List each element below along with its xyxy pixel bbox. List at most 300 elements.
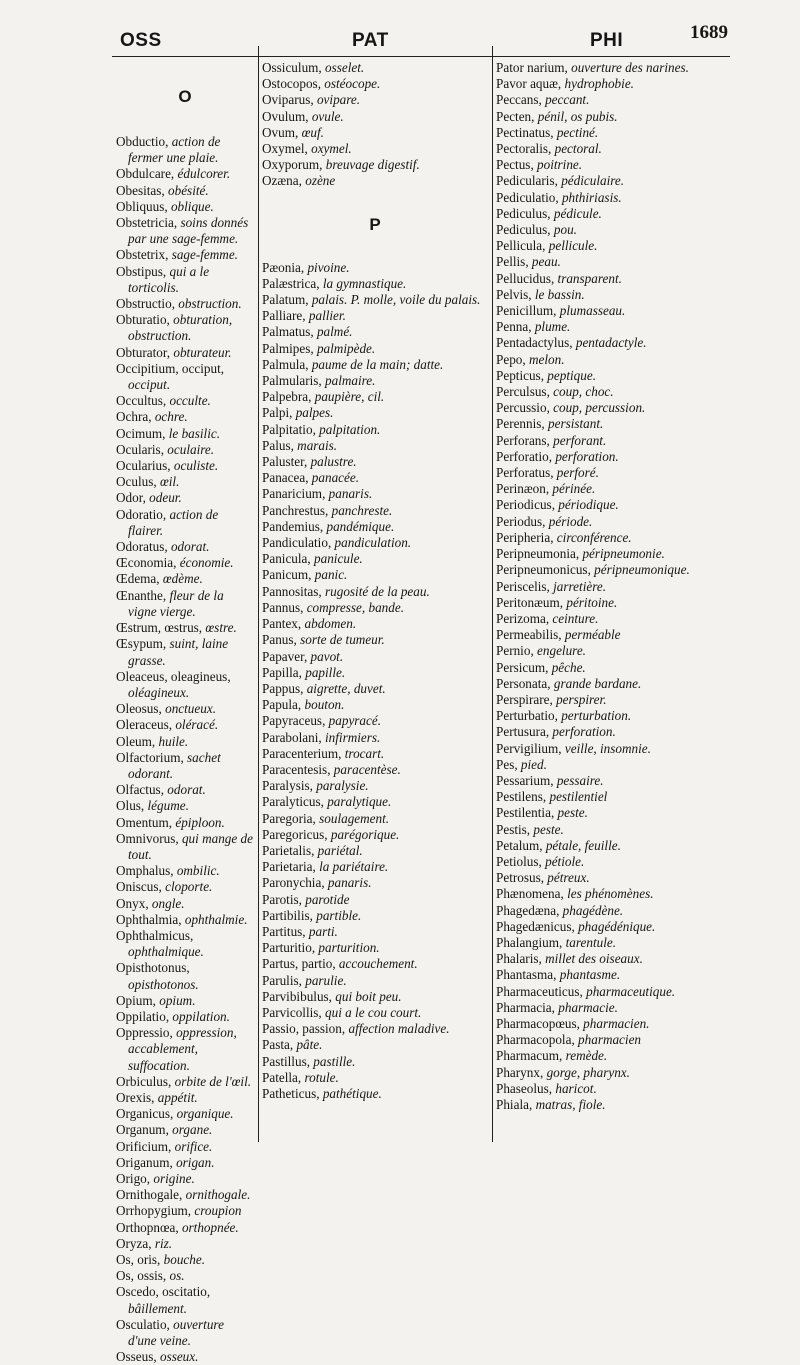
dictionary-entry: Perspirare, perspirer. [496, 691, 607, 707]
entry-headword: Pepo [496, 351, 523, 367]
entry-translation: économie. [179, 555, 234, 571]
dictionary-entry: Pernio, engelure. [496, 643, 586, 659]
dictionary-entry: Pectinatus, pectiné. [496, 124, 599, 140]
dictionary-entry: Ovum, œuf. [262, 124, 324, 140]
entry-headword: Pervigilium [496, 740, 559, 756]
dictionary-entry: Paregoricus, parégorique. [262, 826, 400, 842]
entry-headword: Parulis [262, 972, 299, 988]
entry-translation: oléracé. [175, 717, 219, 733]
dictionary-entry: Ocularius, oculiste. [116, 458, 219, 474]
entry-translation: parturition. [318, 940, 380, 956]
dictionary-entry: Olfactorium, sachet odorant. [116, 749, 221, 781]
entry-translation: odorat. [170, 539, 210, 555]
dictionary-entry: Paralyticus, paralytique. [262, 794, 392, 810]
entry-headword: Ovum [262, 124, 295, 140]
entry-translation: qui a le torticolis. [128, 263, 210, 295]
dictionary-entry: Onyx, ongle. [116, 895, 185, 911]
entry-headword: Pharmacopola [496, 1032, 572, 1048]
dictionary-entry: Ophthalmicus, ophthalmique. [116, 927, 204, 960]
entry-headword: Pasta [262, 1037, 290, 1053]
entry-headword: Oleum [116, 733, 152, 749]
entry-headword: Pedicularis [496, 173, 555, 189]
dictionary-entry: Orbiculus, orbite de l'œil. [116, 1073, 252, 1089]
entry-translation: ombilic. [176, 863, 220, 879]
entry-translation: papyracé. [328, 713, 382, 729]
dictionary-entry: Parvibibulus, qui boit peu. [262, 988, 402, 1004]
dictionary-entry: Pellis, peau. [496, 254, 561, 270]
entry-translation: pêche. [551, 659, 586, 675]
dictionary-entry: Pectoralis, pectoral. [496, 141, 602, 157]
entry-headword: Os, ossis [116, 1268, 163, 1284]
entry-headword: Paronychia [262, 875, 322, 891]
dictionary-entry: Perizoma, ceinture. [496, 610, 599, 626]
entry-translation: obturateur. [173, 344, 232, 360]
entry-headword: Palpitatio [262, 421, 313, 437]
dictionary-entry: Palæstrica, la gymnastique. [262, 275, 407, 291]
entry-headword: Occultus [116, 393, 163, 409]
entry-translation: infirmiers. [325, 729, 381, 745]
entry-headword: Pæonia [262, 259, 301, 275]
entry-headword: Palmipes [262, 340, 311, 356]
entry-translation: le basilic. [168, 425, 221, 441]
entry-headword: Paralyticus [262, 794, 321, 810]
entry-translation: abdomen. [304, 616, 357, 632]
dictionary-entry: Panchrestus, panchreste. [262, 502, 393, 518]
entry-headword: Oleosus [116, 701, 159, 717]
entry-headword: Pannositas [262, 583, 319, 599]
dictionary-entry: Orexis, appétit. [116, 1089, 198, 1105]
entry-headword: Pharmacopœus [496, 1015, 577, 1031]
entry-translation: croupion [194, 1203, 242, 1219]
entry-headword: Ornithogale [116, 1187, 179, 1203]
dictionary-entry: Panicula, panicule. [262, 551, 363, 567]
dictionary-entry: Partitus, parti. [262, 923, 338, 939]
entry-headword: Odoratus [116, 539, 165, 555]
entry-translation: peccant. [545, 92, 590, 108]
dictionary-entry: Pertusura, perforation. [496, 724, 616, 740]
entry-headword: Parotis [262, 891, 299, 907]
dictionary-entry: Œsypum, suint, laine grasse. [116, 636, 229, 668]
entry-translation: pétale, feuille. [545, 837, 621, 853]
dictionary-entry: Palmipes, palmipède. [262, 340, 376, 356]
entry-headword: Parietaria [262, 859, 313, 875]
entry-translation: trocart. [344, 745, 385, 761]
entry-translation: parulie. [305, 972, 347, 988]
entry-headword: Pharmacia [496, 999, 552, 1015]
entry-headword: Persicum [496, 659, 546, 675]
entry-headword: Oscedo, oscitatio [116, 1284, 207, 1300]
entry-headword: Pappus [262, 680, 301, 696]
dictionary-entry: Pæonia, pivoine. [262, 259, 350, 275]
dictionary-entry: Palpi, palpes. [262, 405, 334, 421]
entry-translation: matras, fiole. [535, 1097, 606, 1112]
dictionary-entry: Pharmacia, pharmacie. [496, 999, 618, 1015]
entry-translation: pâte. [296, 1037, 323, 1053]
entry-translation: palustre. [310, 454, 357, 470]
entry-headword: Oviparus [262, 92, 311, 108]
entry-headword: Perennis [496, 416, 542, 432]
entry-translation: périnée. [552, 481, 596, 497]
entry-headword: Pernio [496, 643, 531, 659]
entry-headword: Odor [116, 490, 143, 506]
entry-translation: cloporte. [165, 879, 213, 895]
entry-headword: Panicum [262, 567, 309, 583]
dictionary-entry: Pannus, compresse, bande. [262, 599, 404, 615]
entry-translation: panacée. [311, 470, 360, 486]
entry-headword: Œconomia [116, 555, 174, 571]
entry-headword: Œdema [116, 571, 157, 587]
entry-translation: péripneumonique. [594, 562, 690, 578]
entry-translation: bâillement. [128, 1300, 187, 1316]
entry-translation: coup, choc. [553, 384, 614, 400]
dictionary-entry: Obstructio, obstruction. [116, 296, 242, 312]
entry-headword: Paluster [262, 454, 304, 470]
entry-translation: pellicule. [548, 238, 598, 254]
entry-headword: Obductio [116, 134, 166, 149]
entry-headword: Peritonæum [496, 594, 560, 610]
dictionary-entry: Oleosus, onctueux. [116, 701, 216, 717]
column-1 [116, 60, 254, 1365]
dictionary-entry: Ovulum, ovule. [262, 108, 344, 124]
entry-headword: Oniscus [116, 879, 159, 895]
entry-translation: orbite de l'œil. [174, 1073, 252, 1089]
entry-translation: bouche. [163, 1252, 206, 1268]
dictionary-entry: Organum, organe. [116, 1122, 213, 1138]
entry-translation: peste. [557, 805, 588, 821]
entry-translation: action de flairer. [128, 506, 219, 538]
entry-headword: Palus [262, 437, 291, 453]
dictionary-entry: Œnanthe, fleur de la vigne vierge. [116, 587, 224, 619]
entry-headword: Pertusura [496, 724, 546, 740]
dictionary-entry: Oculus, œil. [116, 474, 180, 490]
entry-headword: Pharmacum [496, 1048, 559, 1064]
dictionary-entry: Ocularis, oculaire. [116, 441, 215, 457]
entry-translation: obturation, obstruction. [128, 312, 233, 344]
entry-translation: oppilation. [172, 1008, 230, 1024]
entry-headword: Oppressio [116, 1025, 170, 1041]
entry-translation: rugosité de la peau. [325, 583, 430, 599]
dictionary-entry: Olfactus, odorat. [116, 782, 206, 798]
entry-headword: Pator narium [496, 60, 565, 75]
entry-headword: Pantex [262, 616, 298, 632]
dictionary-entry: Oppilatio, oppilation. [116, 1008, 230, 1024]
entry-headword: Petalum [496, 837, 540, 853]
dictionary-entry: Paracenterium, trocart. [262, 745, 385, 761]
dictionary-entry: Os, oris, bouche. [116, 1252, 206, 1268]
entry-translation: parotide [305, 891, 350, 907]
entry-translation: qui boit peu. [335, 988, 402, 1004]
entry-headword: Palæstrica [262, 275, 317, 291]
entry-headword: Oryza [116, 1235, 149, 1251]
entry-headword: Papilla [262, 664, 299, 680]
entry-headword: Periodus [496, 513, 543, 529]
entry-headword: Panchrestus [262, 502, 325, 518]
entry-headword: Parabolani [262, 729, 319, 745]
entry-translation: phthiriasis. [561, 189, 622, 205]
entry-headword: Pectinatus [496, 124, 551, 140]
entry-headword: Papyraceus [262, 713, 323, 729]
entry-translation: accouchement. [338, 956, 418, 972]
dictionary-entry: Odoratio, action de flairer. [116, 506, 219, 538]
entry-headword: Partitus [262, 923, 303, 939]
entry-translation: hydrophobie. [564, 76, 634, 92]
dictionary-entry: Origo, origine. [116, 1171, 195, 1186]
entry-translation: œstre. [205, 620, 237, 636]
entry-translation: parti. [308, 923, 338, 939]
dictionary-entry: Oryza, riz. [116, 1235, 173, 1251]
entry-headword: Palatum [262, 292, 306, 308]
entry-headword: Orbiculus [116, 1073, 169, 1089]
entry-translation: paralytique. [327, 794, 392, 810]
entry-headword: Pediculus [496, 205, 548, 221]
dictionary-entry: Peripneumonicus, péripneumonique. [496, 562, 690, 578]
entry-headword: Perforatus [496, 465, 551, 481]
dictionary-entry: Pandemius, pandémique. [262, 518, 395, 534]
dictionary-entry: Personata, grande bardane. [496, 675, 642, 691]
dictionary-entry: Palpitatio, palpitation. [262, 421, 381, 437]
entry-headword: Panicula [262, 551, 308, 567]
entry-translation: soins donnés par une sage-femme. [128, 215, 249, 247]
entry-headword: Palpi [262, 405, 290, 421]
dictionary-entry: Partibilis, partible. [262, 907, 362, 923]
entry-translation: pied. [520, 756, 547, 772]
entry-translation: ceinture. [552, 610, 599, 626]
entry-translation: obésité. [168, 182, 209, 198]
entry-headword: Obstipus [116, 263, 163, 279]
entry-headword: Peripheria [496, 529, 551, 545]
entry-headword: Pectoralis [496, 141, 549, 157]
dictionary-entry: Pharmacopœus, pharmacien. [496, 1015, 650, 1031]
entry-translation: période. [548, 513, 593, 529]
entry-headword: Permeabilis [496, 627, 559, 643]
entry-translation: os. [169, 1268, 185, 1284]
dictionary-entry: Origanum, origan. [116, 1154, 215, 1170]
dictionary-entry: Obturatio, obturation, obstruction. [116, 312, 233, 344]
entry-translation: panchreste. [331, 502, 393, 518]
dictionary-entry: Pharmaceuticus, pharmaceutique. [496, 983, 676, 999]
entry-headword: Phiala [496, 1097, 529, 1112]
entry-translation: gorge, pharynx. [546, 1064, 630, 1080]
entry-translation: palais. P. molle, voile du palais. [311, 292, 481, 308]
dictionary-entry: Phantasma, phantasme. [496, 967, 621, 983]
dictionary-entry: Oxymel, oxymel. [262, 141, 352, 157]
entry-headword: Paregoria [262, 810, 313, 826]
entry-headword: Paralysis [262, 778, 310, 794]
dictionary-entry: Ocimum, le basilic. [116, 425, 221, 441]
entry-translation: osseux. [159, 1349, 199, 1365]
dictionary-entry: Papaver, pavot. [262, 648, 344, 664]
entry-translation: œil. [159, 474, 180, 490]
dictionary-entry: Pecten, pénil, os pubis. [496, 108, 618, 124]
entry-translation: coup, percussion. [553, 400, 646, 416]
entry-translation: perméable [564, 627, 621, 643]
dictionary-entry: Palliare, pallier. [262, 308, 346, 324]
entry-translation: ochre. [154, 409, 188, 425]
entry-translation: pétiole. [545, 853, 585, 869]
entry-translation: phantasme. [559, 967, 621, 983]
dictionary-entry: Pharmacum, remède. [496, 1048, 608, 1064]
entry-translation: veille, insomnie. [564, 740, 651, 756]
dictionary-entry: Obstipus, qui a le torticolis. [116, 263, 210, 295]
entry-translation: affection maladive. [348, 1021, 450, 1037]
dictionary-entry: Phagedænicus, phagédénique. [496, 918, 656, 934]
dictionary-entry: Oxyporum, breuvage digestif. [262, 157, 420, 173]
entry-headword: Pestilentia [496, 805, 551, 821]
entry-headword: Phagedæna [496, 902, 557, 918]
dictionary-entry: Ozæna, ozène [262, 173, 336, 189]
entry-headword: Obstetrix [116, 247, 166, 263]
entry-translation: le bassin. [534, 286, 585, 302]
entry-headword: Opisthotonus [116, 960, 187, 976]
entry-headword: Pannus [262, 599, 301, 615]
entry-translation: pariétal. [317, 842, 363, 858]
dictionary-entry: Occultus, occulte. [116, 393, 211, 409]
dictionary-entry: Pavor aquæ, hydrophobie. [496, 76, 634, 92]
dictionary-entry: Perforatus, perforé. [496, 465, 599, 481]
entry-translation: édulcorer. [177, 166, 231, 182]
entry-headword: Oxymel [262, 141, 305, 157]
dictionary-entry: Parvicollis, qui a le cou court. [262, 1004, 422, 1020]
entry-headword: Pestilens [496, 789, 543, 805]
entry-translation: périodique. [558, 497, 619, 513]
dictionary-entry: Oviparus, ovipare. [262, 92, 361, 108]
dictionary-entry: Opium, opium. [116, 992, 196, 1008]
dictionary-entry: Paregoria, soulagement. [262, 810, 390, 826]
dictionary-entry: Periscelis, jarretière. [496, 578, 606, 594]
dictionary-entry: Obliquus, oblique. [116, 198, 214, 214]
dictionary-entry: Ostocopos, ostéocope. [262, 76, 381, 92]
entry-headword: Panus [262, 632, 294, 648]
entry-translation: pavot. [310, 648, 344, 664]
entry-headword: Orthopnœa [116, 1219, 176, 1235]
dictionary-entry: Os, ossis, os. [116, 1268, 185, 1284]
entry-translation: panic. [314, 567, 348, 583]
entry-translation: opium. [159, 992, 196, 1008]
entry-headword: Partibilis [262, 907, 310, 923]
dictionary-entry: Permeabilis, perméable [496, 627, 621, 643]
entry-headword: Pepticus [496, 367, 541, 383]
entry-headword: Phaseolus [496, 1080, 549, 1096]
dictionary-entry: Pastillus, pastille. [262, 1053, 356, 1069]
entry-translation: sachet odorant. [128, 749, 221, 781]
entry-translation: oculiste. [173, 458, 219, 474]
entry-translation: bouton. [304, 697, 345, 713]
entry-translation: action de fermer une plaie. [128, 134, 221, 166]
dictionary-entry: Oleaceus, oleagineus, oléagineux. [116, 668, 231, 700]
entry-headword: Ocularius [116, 458, 168, 474]
dictionary-entry: Passio, passion, affection maladive. [262, 1021, 450, 1037]
dictionary-entry: Odoratus, odorat. [116, 539, 210, 555]
dictionary-entry: Odor, odeur. [116, 490, 182, 506]
entry-headword: Paracentesis [262, 761, 328, 777]
entry-headword: Phalangium [496, 934, 560, 950]
entry-headword: Papaver [262, 648, 304, 664]
dictionary-entry: Peccans, peccant. [496, 92, 590, 108]
entry-headword: Palmularis [262, 373, 319, 389]
entry-translation: pallier. [308, 308, 346, 324]
dictionary-entry: Opisthotonus, opisthotonos. [116, 960, 199, 992]
entry-headword: Olus [116, 798, 141, 814]
dictionary-entry: Periodus, période. [496, 513, 593, 529]
entry-headword: Patheticus [262, 1085, 317, 1101]
entry-translation: soulagement. [319, 810, 390, 826]
entry-translation: pastille. [313, 1053, 356, 1069]
entry-headword: Oleraceus [116, 717, 169, 733]
dictionary-entry: Pellucidus, transparent. [496, 270, 622, 286]
entry-translation: orifice. [174, 1138, 213, 1154]
entry-headword: Œsypum [116, 636, 163, 652]
entry-translation: palpes. [295, 405, 334, 421]
header-center-guide-word: PAT [352, 30, 389, 51]
dictionary-entry: Œconomia, économie. [116, 555, 234, 571]
entry-translation: partible. [316, 907, 362, 923]
entry-headword: Perforans [496, 432, 547, 448]
entry-translation: odorat. [167, 782, 206, 798]
dictionary-entry: Pestilentia, peste. [496, 805, 588, 821]
entry-headword: Obliquus [116, 198, 165, 214]
entry-translation: panaris. [327, 875, 372, 891]
dictionary-entry: Palatum, palais. P. molle, voile du palais. [262, 292, 481, 308]
dictionary-entry: Phiala, matras, fiole. [496, 1097, 606, 1112]
entry-translation: peptique. [547, 367, 597, 383]
entry-headword: Obesitas [116, 182, 162, 198]
dictionary-entry: Œdema, œdème. [116, 571, 203, 587]
dictionary-entry: Pedicularis, pédiculaire. [496, 173, 625, 189]
dictionary-entry: Pestis, peste. [496, 821, 564, 837]
entry-translation: la pariétaire. [319, 859, 389, 875]
entry-translation: œdème. [162, 571, 203, 587]
section-letter: P [369, 214, 381, 234]
entry-translation: ophthalmique. [128, 944, 204, 960]
dictionary-entry: Oniscus, cloporte. [116, 879, 213, 895]
entry-headword: Pastillus [262, 1053, 307, 1069]
entry-translation: paracentèse. [333, 761, 401, 777]
dictionary-entry: Perturbatio, perturbation. [496, 708, 632, 724]
entry-headword: Phalaris [496, 951, 539, 967]
entry-headword: Palliare [262, 308, 303, 324]
entry-translation: plumasseau. [559, 303, 626, 319]
entry-headword: Occipitium, occiput [116, 360, 221, 376]
entry-headword: Ozæna [262, 173, 299, 189]
dictionary-entry: Phalangium, tarentule. [496, 934, 617, 950]
entry-translation: occiput. [128, 377, 171, 393]
dictionary-entry: Patheticus, pathétique. [262, 1085, 382, 1101]
entry-translation: sage-femme. [171, 247, 238, 263]
dictionary-entry: Petrosus, pétreux. [496, 870, 590, 886]
dictionary-entry: Papilla, papille. [262, 664, 346, 680]
dictionary-entry: Omnivorus, qui mange de tout. [116, 830, 253, 862]
dictionary-entry: Pestilens, pestilentiel [496, 789, 608, 805]
dictionary-entry: Oscedo, oscitatio, bâillement. [116, 1284, 211, 1316]
entry-headword: Omentum [116, 814, 169, 830]
entry-headword: Œnanthe [116, 587, 163, 603]
entry-translation: transparent. [557, 270, 622, 286]
entry-translation: phagédène. [562, 902, 624, 918]
dictionary-entry: Omentum, épiploon. [116, 814, 225, 830]
entry-headword: Passio, passion [262, 1021, 342, 1037]
dictionary-entry: Percussio, coup, percussion. [496, 400, 646, 416]
entry-translation: oculaire. [167, 441, 215, 457]
dictionary-entry: Penicillum, plumasseau. [496, 303, 626, 319]
column-2 [262, 60, 488, 1102]
dictionary-entry: Oleum, huile. [116, 733, 189, 749]
entry-translation: osselet. [325, 60, 365, 75]
entry-translation: riz. [154, 1235, 173, 1251]
dictionary-entry: Obstetrix, sage-femme. [116, 247, 238, 263]
entry-headword: Periodicus [496, 497, 552, 513]
entry-headword: Orrhopygium [116, 1203, 188, 1219]
dictionary-entry: Paronychia, panaris. [262, 875, 372, 891]
